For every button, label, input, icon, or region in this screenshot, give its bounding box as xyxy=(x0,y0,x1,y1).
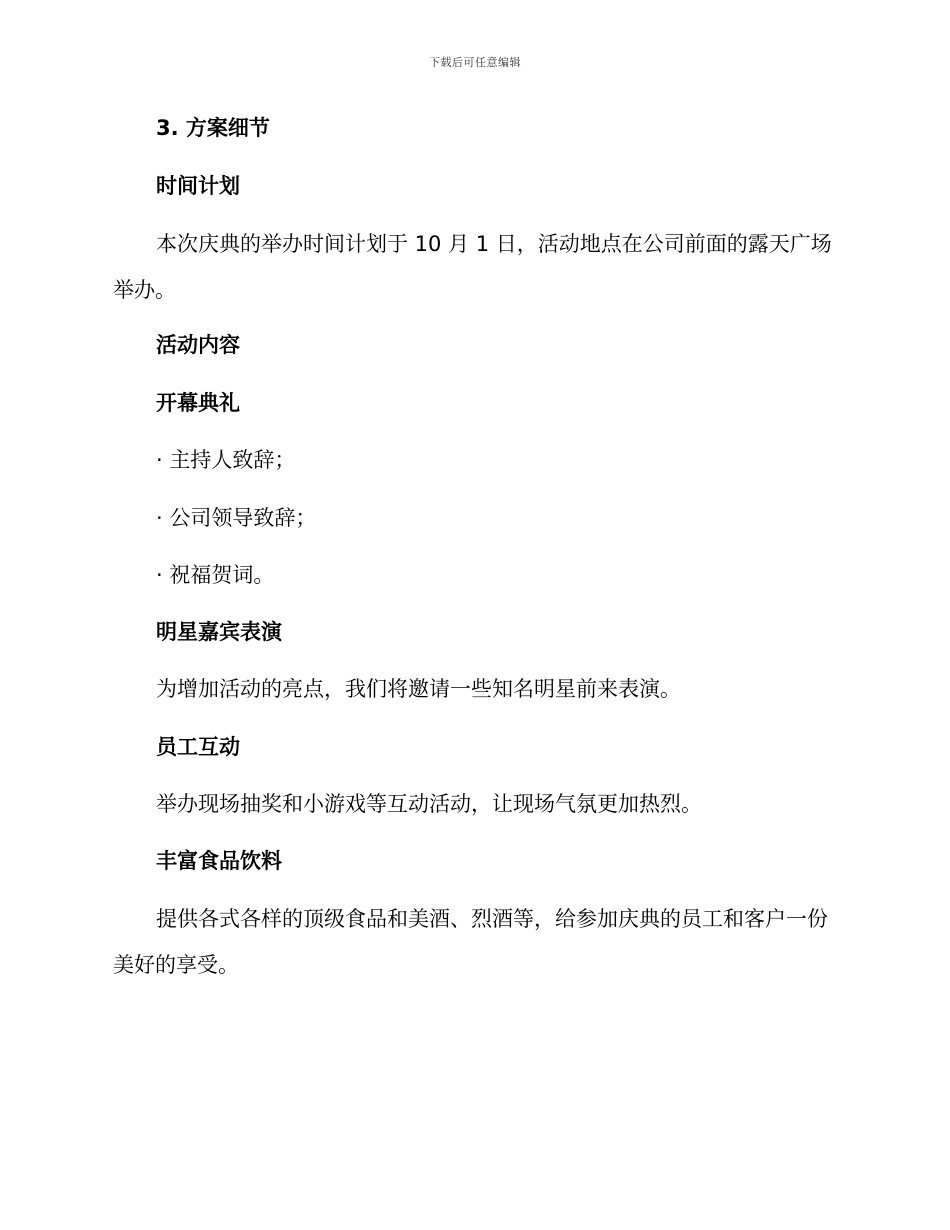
section-title: 3. 方案细节 xyxy=(156,116,270,140)
time-plan-paragraph: 本次庆典的举办时间计划于 10 月 1 日，活动地点在公司前面的露天广场举办。 xyxy=(113,232,832,302)
activity-content-heading: 活动内容 xyxy=(156,333,240,357)
star-show-heading: 明星嘉宾表演 xyxy=(156,620,282,644)
staff-interaction-heading: 员工互动 xyxy=(156,735,240,759)
opening-item-host-speech: · 主持人致辞； xyxy=(156,448,296,472)
star-show-text: 为增加活动的亮点，我们将邀请一些知名明星前来表演。 xyxy=(156,677,681,701)
opening-item-blessings: · 祝福贺词。 xyxy=(156,563,275,587)
opening-ceremony-heading: 开幕典礼 xyxy=(156,391,240,415)
time-plan-heading: 时间计划 xyxy=(156,174,240,198)
opening-item-leader-speech: · 公司领导致辞； xyxy=(156,506,317,530)
food-heading: 丰富食品饮料 xyxy=(156,849,282,873)
header-note: 下载后可任意编辑 xyxy=(429,56,521,69)
staff-interaction-text: 举办现场抽奖和小游戏等互动活动，让现场气氛更加热烈。 xyxy=(156,792,702,816)
food-paragraph: 提供各式各样的顶级食品和美酒、烈酒等，给参加庆典的员工和客户一份美好的享受。 xyxy=(113,907,828,977)
